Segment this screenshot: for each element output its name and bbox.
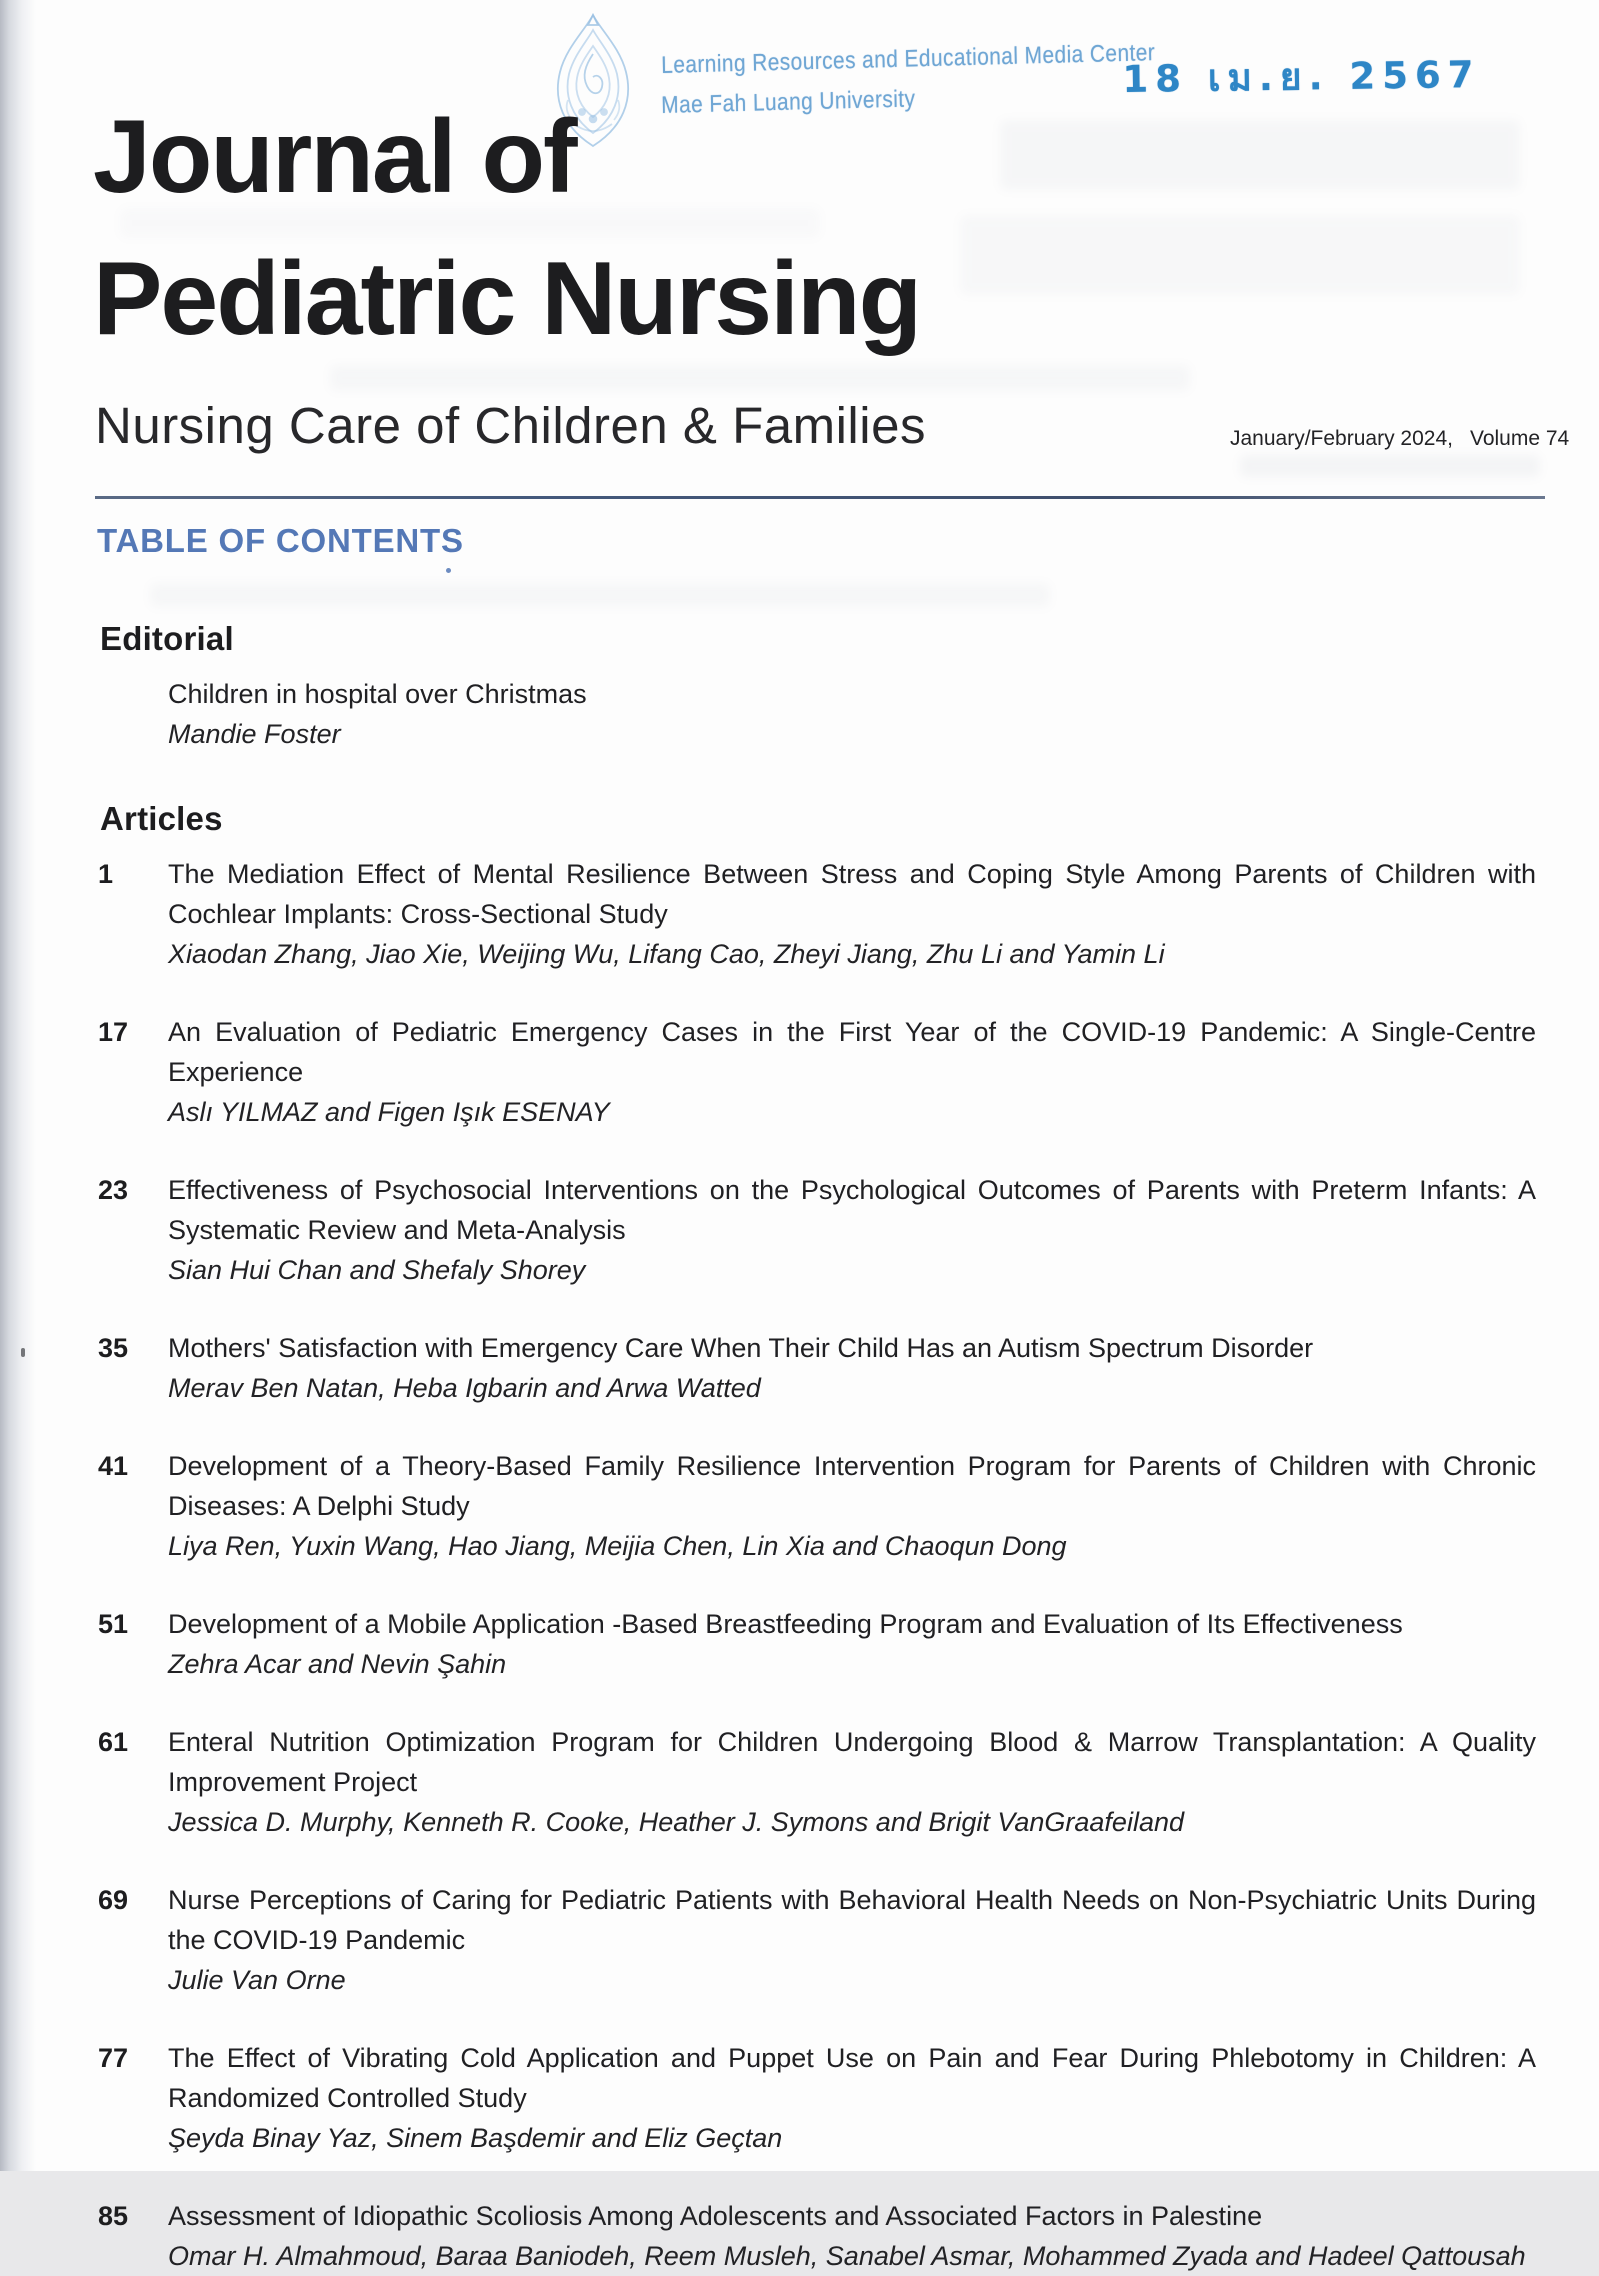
toc-entry xyxy=(96,1328,1548,1408)
article-authors: Mandie Foster xyxy=(168,719,341,749)
page-number: 23 xyxy=(98,1175,129,1205)
journal-title-line1: Journal of xyxy=(93,99,576,215)
article-title: Assessment of Idiopathic Scoliosis Among Adolescents and Associated Factors in Palestine xyxy=(168,2201,1263,2231)
stamp-text-line2: Mae Fah Luang University xyxy=(661,85,916,119)
toc-entry xyxy=(96,674,1548,754)
toc-entry-body xyxy=(168,1170,1548,1290)
article-title: The Mediation Effect of Mental Resilience Between Stress and Coping Style Among Parents of Children with Cochlear Implants: Cross-Sectional Study xyxy=(168,859,1536,929)
article-authors: Julie Van Orne xyxy=(168,1965,346,1995)
toc-entry-body xyxy=(168,1722,1548,1842)
toc-entry-body xyxy=(168,674,1548,754)
article-authors: Jessica D. Murphy, Kenneth R. Cooke, Heather J. Symons and Brigit VanGraafeiland xyxy=(168,1807,1184,1837)
page-number: 1 xyxy=(98,859,114,889)
page-number: 77 xyxy=(98,2043,129,2073)
scan-artifact-dot xyxy=(446,568,451,573)
toc-entry xyxy=(96,1170,1548,1290)
journal-title-line2: Pediatric Nursing xyxy=(93,241,921,357)
toc-entry xyxy=(96,1012,1548,1132)
toc-section xyxy=(96,620,1548,754)
article-title: Enteral Nutrition Optimization Program for Children Undergoing Blood & Marrow Transplantation: A Quality Improvement Project xyxy=(168,1727,1536,1797)
article-authors: Liya Ren, Yuxin Wang, Hao Jiang, Meijia Chen, Lin Xia and Chaoqun Dong xyxy=(168,1531,1067,1561)
page-number: 41 xyxy=(98,1451,129,1481)
article-authors: Xiaodan Zhang, Jiao Xie, Weijing Wu, Lifang Cao, Zheyi Jiang, Zhu Li and Yamin Li xyxy=(168,939,1165,969)
page-number: 85 xyxy=(98,2201,129,2231)
bleed-through-ghost xyxy=(960,215,1520,295)
toc-entry-body xyxy=(168,2196,1548,2276)
article-authors: Şeyda Binay Yaz, Sinem Başdemir and Eliz Geçtan xyxy=(168,2123,783,2153)
toc-entry xyxy=(96,1880,1548,2000)
stamp-text-line1: Learning Resources and Educational Media Center xyxy=(661,39,1156,79)
issue-date: January/February 2024, xyxy=(1230,427,1453,450)
article-authors: Zehra Acar and Nevin Şahin xyxy=(168,1649,507,1679)
toc-entry-body xyxy=(168,2038,1548,2158)
toc-section xyxy=(96,800,1548,2276)
article-title: An Evaluation of Pediatric Emergency Cases in the First Year of the COVID-19 Pandemic: A Single-Centre Experience xyxy=(168,1017,1536,1087)
article-title: The Effect of Vibrating Cold Application and Puppet Use on Pain and Fear During Phlebotomy in Children: A Randomized Controlled Study xyxy=(168,2043,1536,2113)
article-authors: Omar H. Almahmoud, Baraa Baniodeh, Reem Musleh, Sanabel Asmar, Mohammed Zyada and Hadeel Qattousah xyxy=(168,2241,1526,2271)
article-authors: Sian Hui Chan and Shefaly Shorey xyxy=(168,1255,586,1285)
toc-entry xyxy=(96,1604,1548,1684)
page-number: 35 xyxy=(98,1333,129,1363)
toc-entry-body xyxy=(168,1012,1548,1132)
section-heading: Articles xyxy=(100,800,223,837)
article-title: Development of a Mobile Application -Based Breastfeeding Program and Evaluation of Its Effectiveness xyxy=(168,1609,1403,1639)
section-items xyxy=(96,674,1548,754)
toc-entry xyxy=(96,1446,1548,1566)
table-of-contents-heading: TABLE OF CONTENTS xyxy=(97,522,464,559)
bleed-through-ghost xyxy=(1240,455,1540,477)
toc-entry xyxy=(96,2196,1548,2276)
toc-entry-body xyxy=(168,1446,1548,1566)
toc-entry xyxy=(96,854,1548,974)
bleed-through-ghost xyxy=(150,583,1050,607)
bleed-through-ghost xyxy=(1000,120,1520,190)
toc-entry-body xyxy=(168,854,1548,974)
section-heading: Editorial xyxy=(100,620,234,657)
article-title: Children in hospital over Christmas xyxy=(168,679,587,709)
volume-number: Volume 74 xyxy=(1469,427,1570,450)
page-number: 17 xyxy=(98,1017,129,1047)
section-items xyxy=(96,854,1548,2276)
toc-entry-body xyxy=(168,1328,1548,1408)
page-number: 51 xyxy=(98,1609,129,1639)
article-authors: Aslı YILMAZ and Figen Işık ESENAY xyxy=(168,1097,610,1127)
toc-entry xyxy=(96,1722,1548,1842)
issue-info xyxy=(1230,427,1569,451)
header-divider-rule xyxy=(95,496,1545,499)
toc-entry-body xyxy=(168,1604,1548,1684)
article-title: Effectiveness of Psychosocial Interventions on the Psychological Outcomes of Parents with Preterm Infants: A Systematic Review and Meta-Analysis xyxy=(168,1175,1536,1245)
article-title: Mothers' Satisfaction with Emergency Care When Their Child Has an Autism Spectrum Disorder xyxy=(168,1333,1314,1363)
page-number: 69 xyxy=(98,1885,129,1915)
toc-entry xyxy=(96,2038,1548,2158)
toc-entry-body xyxy=(168,1880,1548,2000)
journal-subtitle: Nursing Care of Children & Families xyxy=(95,397,926,454)
scan-edge-shadow xyxy=(0,0,36,2171)
page-number: 61 xyxy=(98,1727,129,1757)
article-authors: Merav Ben Natan, Heba Igbarin and Arwa Watted xyxy=(168,1373,761,1403)
toc-list xyxy=(96,620,1548,2276)
article-title: Development of a Theory-Based Family Resilience Intervention Program for Parents of Children with Chronic Diseases: A Delphi Study xyxy=(168,1451,1536,1521)
article-title: Nurse Perceptions of Caring for Pediatric Patients with Behavioral Health Needs on Non-Psychiatric Units During the COVID-19 Pandemic xyxy=(168,1885,1536,1955)
journal-title xyxy=(93,86,920,370)
scan-artifact-speck xyxy=(21,1348,25,1357)
date-received-stamp: 18 เม.ย. 2567 xyxy=(1122,52,1481,101)
